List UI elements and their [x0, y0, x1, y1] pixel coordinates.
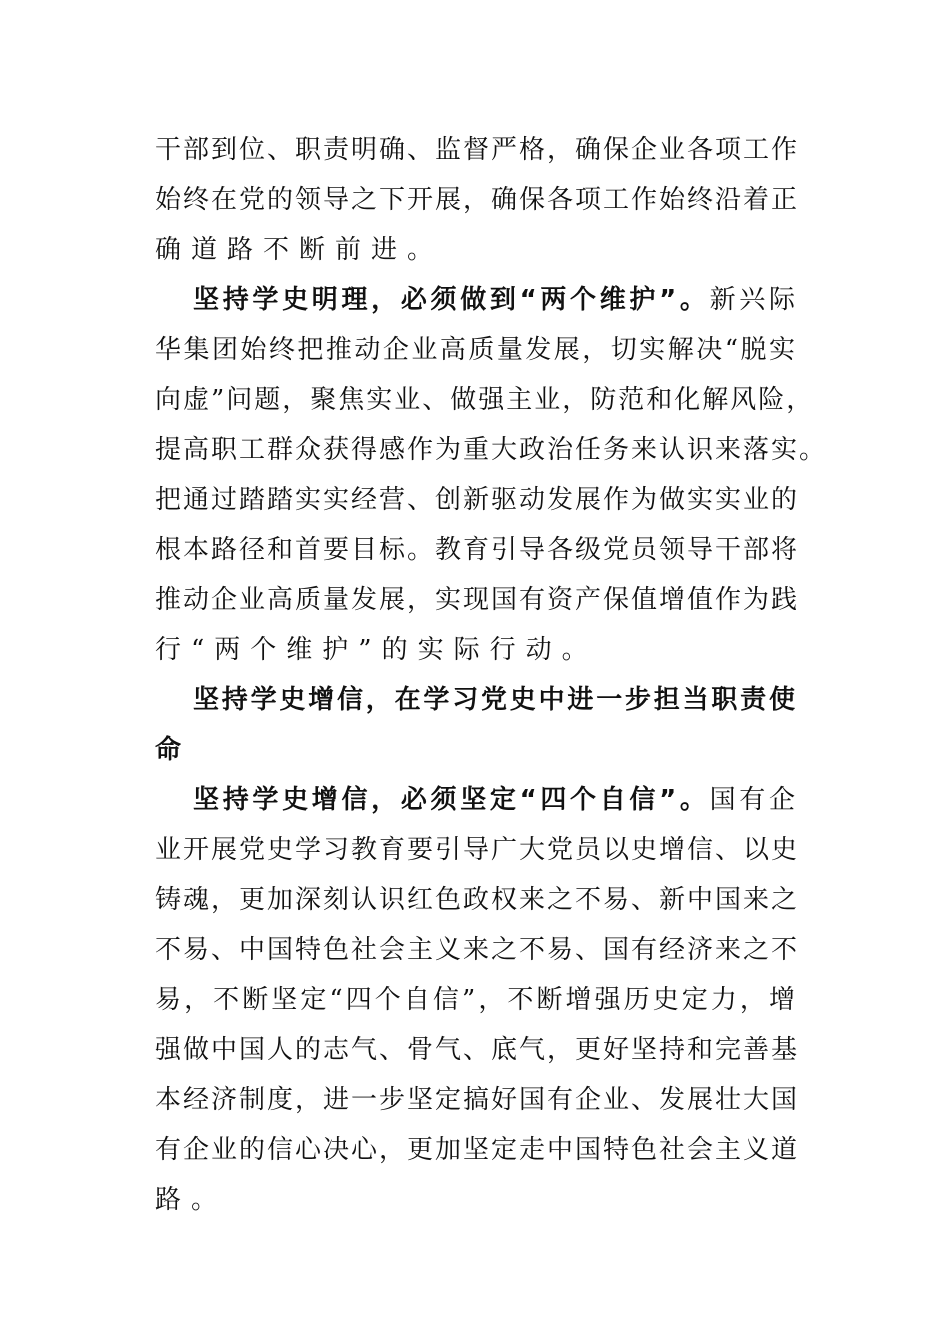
text-line: 铸魂，更加深刻认识红色政权来之不易、新中国来之 [155, 885, 800, 915]
text-line [155, 275, 797, 325]
text-line: 行“两个维护”的实际行动。 [155, 635, 598, 665]
text-span: 国有企 [709, 785, 797, 815]
text-span: 新兴际 [709, 285, 797, 315]
text-line: 强做中国人的志气、骨气、底气，更好坚持和完善基 [155, 1035, 800, 1065]
text-line: 把通过踏踏实实经营、创新驱动发展作为做实实业的 [155, 485, 800, 515]
bold-lead: 坚持学史明理，必须做到“两个维护”。 [193, 285, 710, 315]
text-line: 本经济制度，进一步坚定搞好国有企业、发展壮大国 [155, 1085, 800, 1115]
document-page [155, 125, 828, 1225]
bold-lead: 坚持学史增信，必须坚定“四个自信”。 [193, 785, 710, 815]
text-line: 推动企业高质量发展，实现国有资产保值增值作为践 [155, 585, 800, 615]
text-line: 根本路径和首要目标。教育引导各级党员领导干部将 [155, 535, 800, 565]
section-heading [155, 675, 797, 775]
text-line: 不易、中国特色社会主义来之不易、国有经济来之不 [155, 935, 800, 965]
paragraph-3 [155, 775, 800, 1225]
text-line: 干部到位、职责明确、监督严格，确保企业各项工作 [155, 135, 800, 165]
heading-line: 坚持学史增信，在学习党史中进一步担当职责使 [193, 685, 797, 715]
text-line: 业开展党史学习教育要引导广大党员以史增信、以史 [155, 835, 800, 865]
text-line: 路。 [155, 1185, 228, 1215]
text-line: 华集团始终把推动企业高质量发展，切实解决“脱实 [155, 335, 797, 365]
text-line [155, 775, 797, 825]
heading-line: 命 [155, 735, 192, 765]
text-line: 有企业的信心决心，更加坚定走中国特色社会主义道 [155, 1135, 800, 1165]
text-line: 确道路不断前进。 [155, 235, 444, 265]
text-line: 易，不断坚定“四个自信”，不断增强历史定力，增 [155, 985, 797, 1015]
paragraph-1 [155, 125, 800, 275]
text-line: 提高职工群众获得感作为重大政治任务来认识来落实。 [155, 435, 828, 465]
text-line: 始终在党的领导之下开展，确保各项工作始终沿着正 [155, 185, 800, 215]
paragraph-2 [155, 275, 828, 675]
text-line: 向虚”问题，聚焦实业、做强主业，防范和化解风险， [155, 385, 815, 415]
